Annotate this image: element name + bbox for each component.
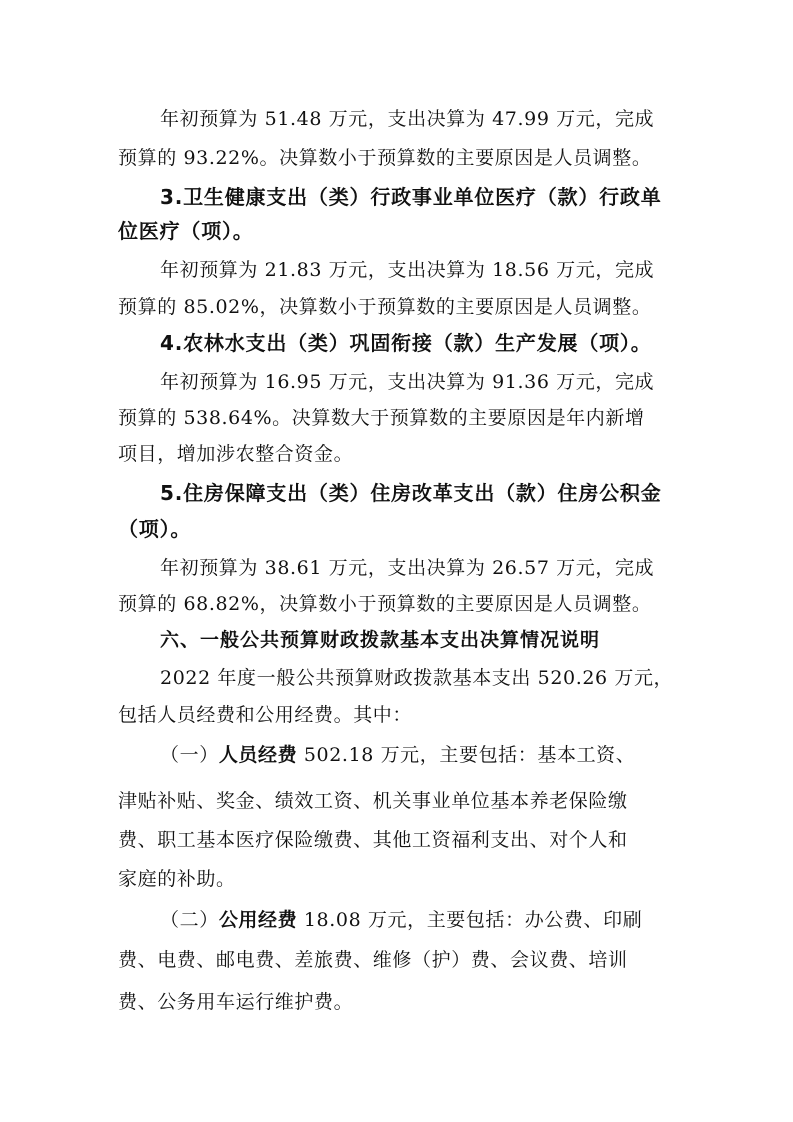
paragraph-line: 预算的 538.64%。决算数大于预算数的主要原因是年内新增	[118, 407, 645, 429]
subsection-heading: 3.卫生健康支出（类）行政事业单位医疗（款）行政单	[160, 185, 662, 209]
paragraph-line: 年初预算为 38.61 万元，支出决算为 26.57 万元，完成	[160, 557, 655, 579]
paragraph-line: 预算的 85.02%，决算数小于预算数的主要原因是人员调整。	[118, 296, 652, 318]
section-title: 六、一般公共预算财政拨款基本支出决算情况说明	[160, 629, 601, 651]
paragraph-line: 2022 年度一般公共预算财政拨款基本支出 520.26 万元，	[160, 667, 674, 689]
subsection-heading: 5.住房保障支出（类）住房改革支出（款）住房公积金	[160, 481, 662, 505]
item-prefix: （二）	[160, 909, 219, 931]
item-text: 18.08 万元，主要包括：办公费、印刷	[297, 909, 643, 931]
bold-term: 人员经费	[218, 744, 298, 766]
paragraph-line: 费、电费、邮电费、差旅费、维修（护）费、会议费、培训	[118, 949, 628, 971]
item-text: 502.18 万元，主要包括：基本工资、	[297, 744, 636, 766]
paragraph-line: 年初预算为 51.48 万元，支出决算为 47.99 万元，完成	[160, 108, 655, 130]
paragraph-line: 年初预算为 16.95 万元，支出决算为 91.36 万元，完成	[160, 371, 655, 393]
paragraph-line: 津贴补贴、奖金、绩效工资、机关事业单位基本养老保险缴	[118, 790, 628, 812]
paragraph-line: 费、职工基本医疗保险缴费、其他工资福利支出、对个人和	[118, 829, 628, 851]
paragraph-line	[160, 740, 678, 770]
paragraph-line: 费、公务用车运行维护费。	[118, 991, 354, 1013]
paragraph-line: 包括人员经费和公用经费。其中：	[118, 704, 413, 726]
subsection-heading: （项）。	[118, 517, 192, 541]
bold-term: 公用经费	[218, 909, 298, 931]
paragraph-line: 年初预算为 21.83 万元，支出决算为 18.56 万元，完成	[160, 259, 655, 281]
paragraph-line: 预算的 68.82%，决算数小于预算数的主要原因是人员调整。	[118, 593, 652, 615]
paragraph-line: 预算的 93.22%。决算数小于预算数的主要原因是人员调整。	[118, 147, 652, 169]
subsection-heading: 4.农林水支出（类）巩固衔接（款）生产发展（项）。	[160, 331, 652, 355]
paragraph-line: 项目，增加涉农整合资金。	[118, 443, 354, 465]
paragraph-line: 家庭的补助。	[118, 868, 236, 890]
item-prefix: （一）	[160, 744, 219, 766]
subsection-heading: 位医疗（项）。	[118, 219, 254, 243]
paragraph-line	[160, 905, 678, 935]
